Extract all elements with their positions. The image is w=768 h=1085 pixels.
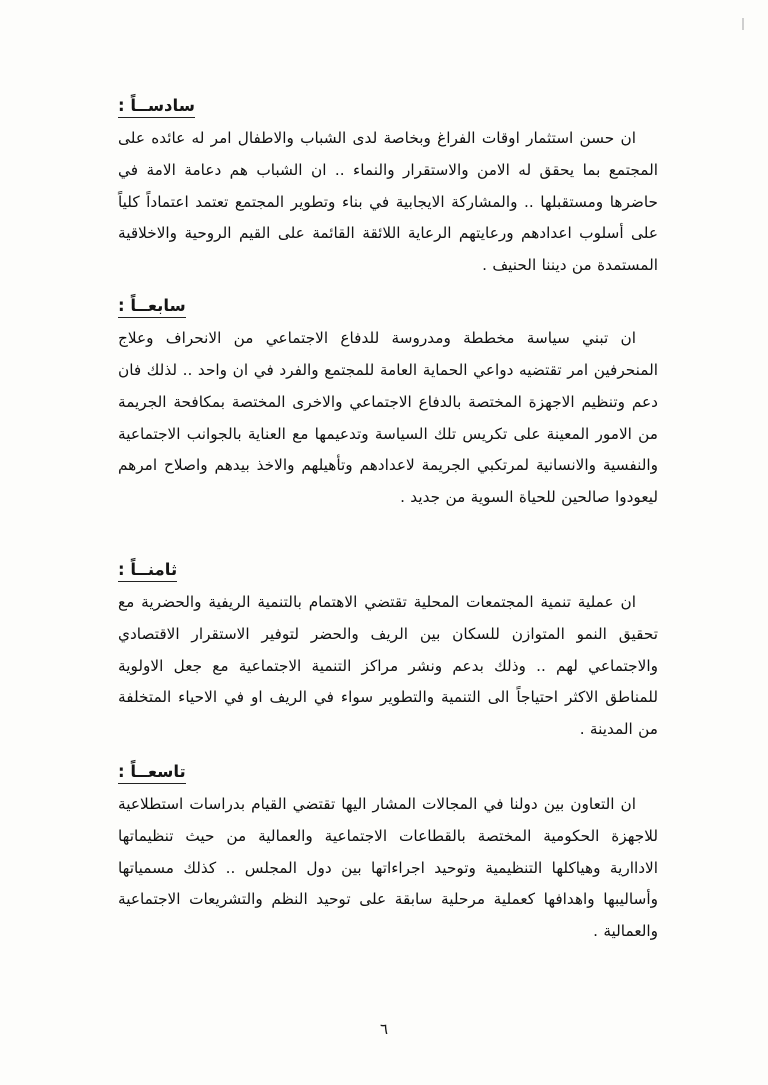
section-sixth-body: ان حسن استثمار اوقات الفراغ وبخاصة لدى الشباب والاطفال امر له عائده على المجتمع بما يحقق له الامن والاستقرار والنماء .. ان الشباب هم دعامة الامة في حاضرها ومستقبلها .. والمشاركة الايجابية في بناء وتطوير المجتمع تعتمد اعتماداً كلياً على أسلوب اعدادهم ورعايتهم الرعاية اللائقة القائمة على القيم الروحية والاخلاقية المستمدة من ديننا الحنيف . — [118, 129, 658, 275]
section-eighth-heading — [118, 560, 658, 583]
section-seventh-heading — [118, 296, 658, 319]
page-content — [118, 96, 658, 996]
section-ninth — [118, 762, 658, 948]
section-sixth-heading — [118, 96, 658, 119]
section-ninth-body: ان التعاون بين دولنا في المجالات المشار اليها تقتضي القيام بدراسات استطلاعية للاجهزة الحكومية المختصة بالقطاعات الاجتماعية والعمالية من حيث تنظيماتها الاداارية وهياكلها التنظيمية وتوحيد اجراءاتها بين دول المجلس .. كذلك مسمياتها وأساليبها واهدافها كعملية مرحلية سابقة على توحيد النظم والتشريعات الاجتماعية والعمالية . — [118, 795, 658, 941]
section-ninth-heading-text: تاسعــاً : — [118, 762, 186, 784]
section-sixth — [118, 96, 658, 282]
section-seventh-heading-text: سابعــاً : — [118, 296, 186, 318]
section-sixth-heading-text: سادســاً : — [118, 96, 195, 118]
page-number: ٦ — [379, 1020, 389, 1038]
section-eighth-body: ان عملية تنمية المجتمعات المحلية تقتضي الاهتمام بالتنمية الريفية والحضرية مع تحقيق النمو المتوازن للسكان بين الريف والحضر لتوفير الاستقرار الاقتصادي والاجتماعي لهم .. وذلك بدعم ونشر مراكز التنمية الاجتماعية مع جعل الاولوية للمناطق الاكثر احتياجاً الى التنمية والتطوير سواء في الريف او في الاحياء المتخلفة من المدينة . — [118, 592, 658, 739]
scan-corner-mark — [742, 18, 744, 30]
section-eighth — [118, 560, 658, 746]
section-seventh — [118, 296, 658, 514]
section-seventh-body: ان تبني سياسة مخططة ومدروسة للدفاع الاجتماعي من الانحراف وعلاج المنحرفين امر تقتضيه دواعي الحماية العامة للمجتمع والفرد في ان واحد .. لذلك فان دعم وتنظيم الاجهزة المختصة بالدفاع الاجتماعي والاخرى المختصة بمكافحة الجريمة من الامور المعينة على تكريس تلك السياسة وتدعيمها مع العناية بالجوانب الاجتماعية والنفسية والانسانية لمرتكبي الجريمة لاعدادهم وتأهيلهم والاخذ بيدهم واصلاح امرهم ليعودوا صالحين للحياة السوية من جديد . — [118, 329, 658, 507]
section-eighth-heading-text: ثامنــاً : — [118, 560, 177, 582]
section-ninth-heading — [118, 762, 658, 785]
